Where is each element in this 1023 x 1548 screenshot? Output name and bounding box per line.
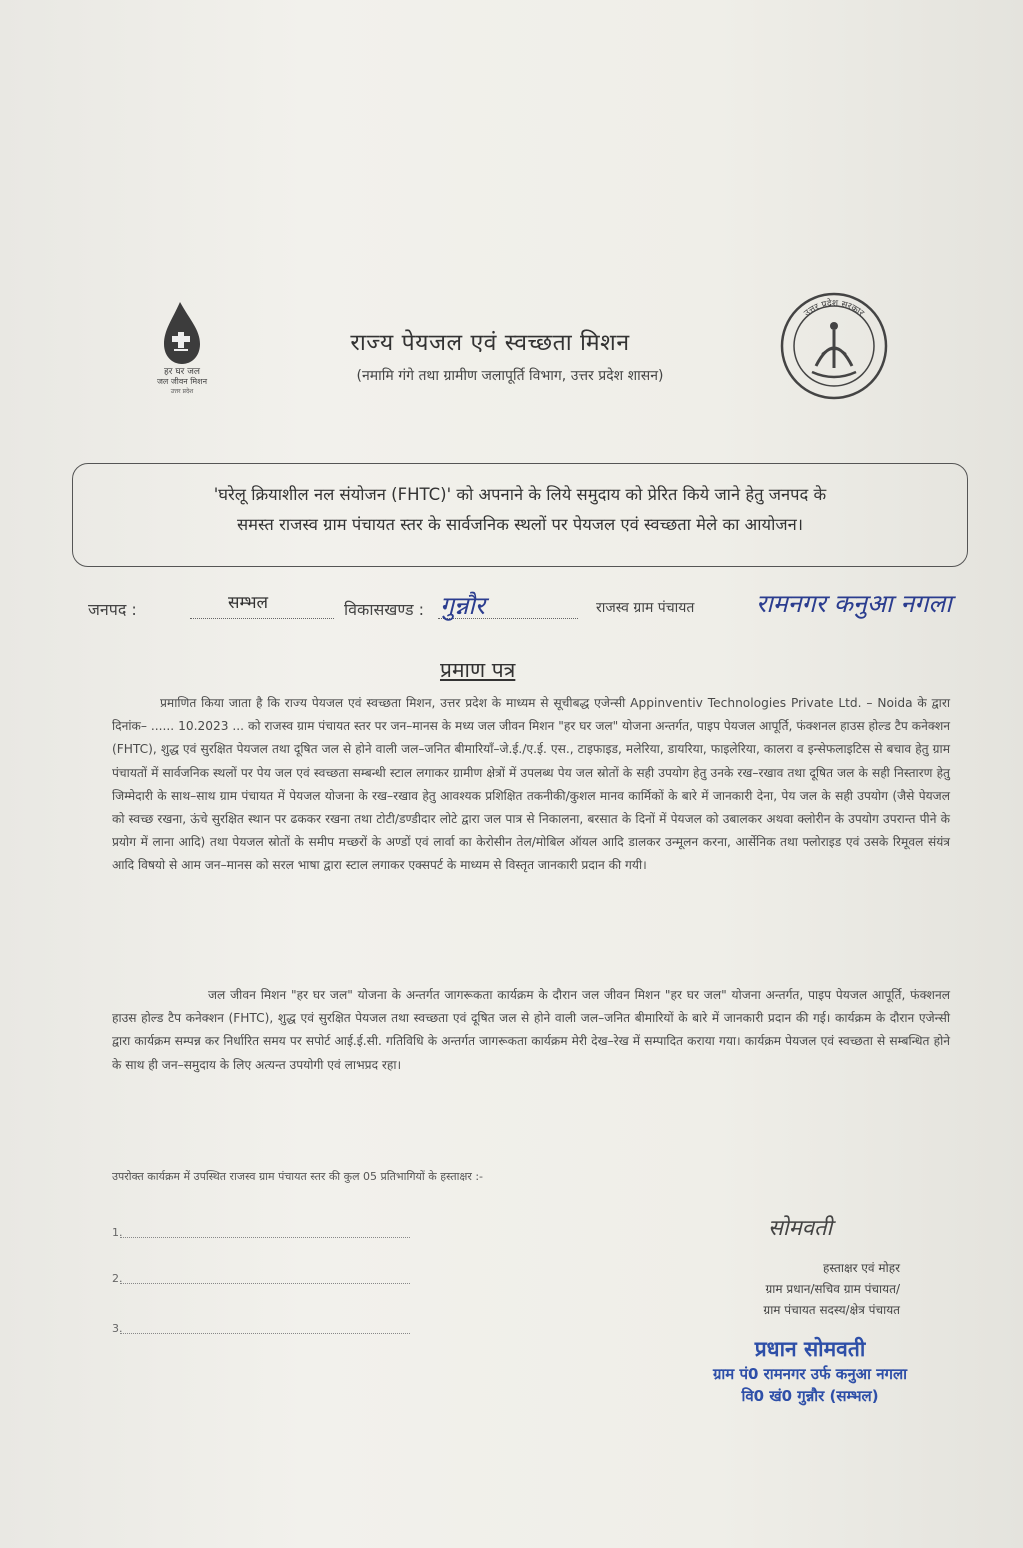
district-label: जनपद : [88,600,137,619]
district-value: सम्भल [228,593,269,613]
panchayat-label: राजस्व ग्राम पंचायत [596,600,695,616]
org-title: राज्य पेयजल एवं स्वच्छता मिशन [350,330,630,356]
participants-note: उपरोक्त कार्यक्रम में उपस्थित राजस्व ग्राम पंचायत स्तर की कुल 05 प्रतिभागियों के हस्ताक्षर :- [112,1170,483,1183]
signature-line-1: हस्ताक्षर एवं मोहर [822,1261,900,1275]
signature-line-3: ग्राम पंचायत सदस्य/क्षेत्र पंचायत [763,1303,900,1317]
participant-signature-line [120,1236,410,1238]
panchayat-value: रामनगर कनुआ नगला [756,589,952,618]
location-fields [88,590,1023,630]
logo-text-1: हर घर जल [164,367,200,377]
participant-number: 3. [112,1322,123,1335]
certificate-paragraph-1: प्रमाणित किया जाता है कि राज्य पेयजल एवं स्वच्छता मिशन, उत्तर प्रदेश के माध्यम से सूचीबद्ध एजेन्सी Appinventiv Technologies Private Ltd. – Noida के द्वारा दिनांक– ...... 10.2023 ... को राजस्व ग्राम पंचायत स्तर पर जन–मानस के मध्य जल जीवन मिशन "हर घर जल" योजना अन्तर्गत, पाइप पेयजल आपूर्ति, फंक्शनल हाउस होल्ड टैप कनेक्शन (FHTC), शुद्ध एवं सुरक्षित पेयजल तथा दूषित जल से होने वाली जल–जनित बीमारियाँ–जे.ई./ए.ई. एस., टाइफाइड, मलेरिया, डायरिया, फाइलेरिया, कालरा व इन्सेफलाइटिस से बचाव हेतु ग्राम पंचायतों में सार्वजनिक स्थलों पर पेय जल एवं स्वच्छता सम्बन्धी स्टाल लगाकर ग्रामीण क्षेत्रों में उपलब्ध पेय जल स्रोतों के सही उपयोग हेतु उनके रख–रखाव तथा दूषित जल के सही निस्तारण हेतु जिम्मेदारी के साथ–साथ ग्राम पंचायत में पेयजल योजना के रख–रखाव हेतु आवश्यक प्रशिक्षित तकनीकी/कुशल मानव कार्मिकों के बारे में जानकारी देना, पेय जल के सही उपयोग (जैसे पेयजल को स्वच्छ रखना, ऊंचे सुरक्षित स्थान पर ढककर रखना तथा टोटी/डण्डीदार लोटे द्वारा जल पात्र से निकालना, बरसात के दिनों में पेयजल को उबालकर अथवा क्लोरीन के उपयोग उपरान्त पीने के प्रयोग में लाना आदि) तथा पेयजल स्रोतों के समीप मच्छरों के अण्डों एवं लार्वा का केरोसीन तेल/मोबिल ऑयल आदि डालकर उन्मूलन करना, आर्सेनिक तथा फ्लोराइड एवं उसके रिमूवल संयंत्र आदि विषयो से आम जन–मानस को सरल भाषा द्वारा स्टाल लगाकर एक्सपर्ट के माध्यम से विस्तृत जानकारी प्रदान की गयी। [112,696,950,873]
seal-text: उत्तर प्रदेश सरकार [802,298,866,319]
org-subtitle: (नमामि गंगे तथा ग्रामीण जलापूर्ति विभाग, उत्तर प्रदेश शासन) [356,368,664,384]
water-drop-icon [150,298,240,398]
participant-signature-line [120,1282,410,1284]
certificate-title: प्रमाण पत्र [440,658,516,682]
stamp-line-3: वि0 खं0 गुन्नौर (सम्भल) [741,1387,879,1405]
pradhan-stamp [660,1335,960,1407]
notice-line-2: समस्त राजस्व ग्राम पंचायत स्तर के सार्वजनिक स्थलों पर पेयजल एवं स्वच्छता मेले का आयोजन। [236,515,804,534]
seal-icon [778,290,890,402]
signature-block [640,1258,940,1321]
notice-line-1: 'घरेलू क्रियाशील नल संयोजन (FHTC)' को अपनाने के लिये समुदाय को प्रेरित किये जाने हेतु जनपद के [213,485,827,504]
participant-number: 1. [112,1226,123,1239]
logo-text-3: उत्तर प्रदेश [170,388,194,395]
participant-number: 2. [112,1272,123,1285]
up-government-seal [778,290,890,402]
signature-line-2: ग्राम प्रधान/सचिव ग्राम पंचायत/ [765,1282,900,1296]
stamp-line-2: ग्राम पं0 रामनगर उर्फ कनुआ नगला [712,1365,908,1383]
har-ghar-jal-logo [150,298,240,398]
event-notice-box [72,463,968,567]
certificate-paragraph-2: जल जीवन मिशन "हर घर जल" योजना के अन्तर्गत जागरूकता कार्यक्रम के दौरान जल जीवन मिशन "हर घर जल" योजना अन्तर्गत, पाइप पेयजल आपूर्ति, फंक्शनल हाउस होल्ड टैप कनेक्शन (FHTC), शुद्ध एवं सुरक्षित पेयजल तथा स्वच्छता एवं दूषित जल से होने वाली जल–जनित बीमारियों के बारे में जानकारी प्रदान की गई। कार्यक्रम के दौरान एजेन्सी द्वारा कार्यक्रम सम्पन्न कर निर्धारित समय पर सपोर्ट आई.ई.सी. गतिविधि के अन्तर्गत जागरूकता कार्यक्रम मेरी देख–रेख में सम्पादित कराया गया। कार्यक्रम पेयजल एवं स्वच्छता से सम्बन्धित होने के साथ ही जन–समुदाय के लिए अत्यन्त उपयोगी एवं लाभप्रद रहा। [112,988,950,1072]
stamp-line-1: प्रधान सोमवती [754,1337,866,1361]
logo-text-2: जल जीवन मिशन [156,377,208,386]
participant-signature-line [120,1332,410,1334]
handwritten-signature: सोमवती [768,1216,833,1241]
block-value: गुन्नौर [440,591,486,620]
block-label: विकासखण्ड : [344,600,425,619]
